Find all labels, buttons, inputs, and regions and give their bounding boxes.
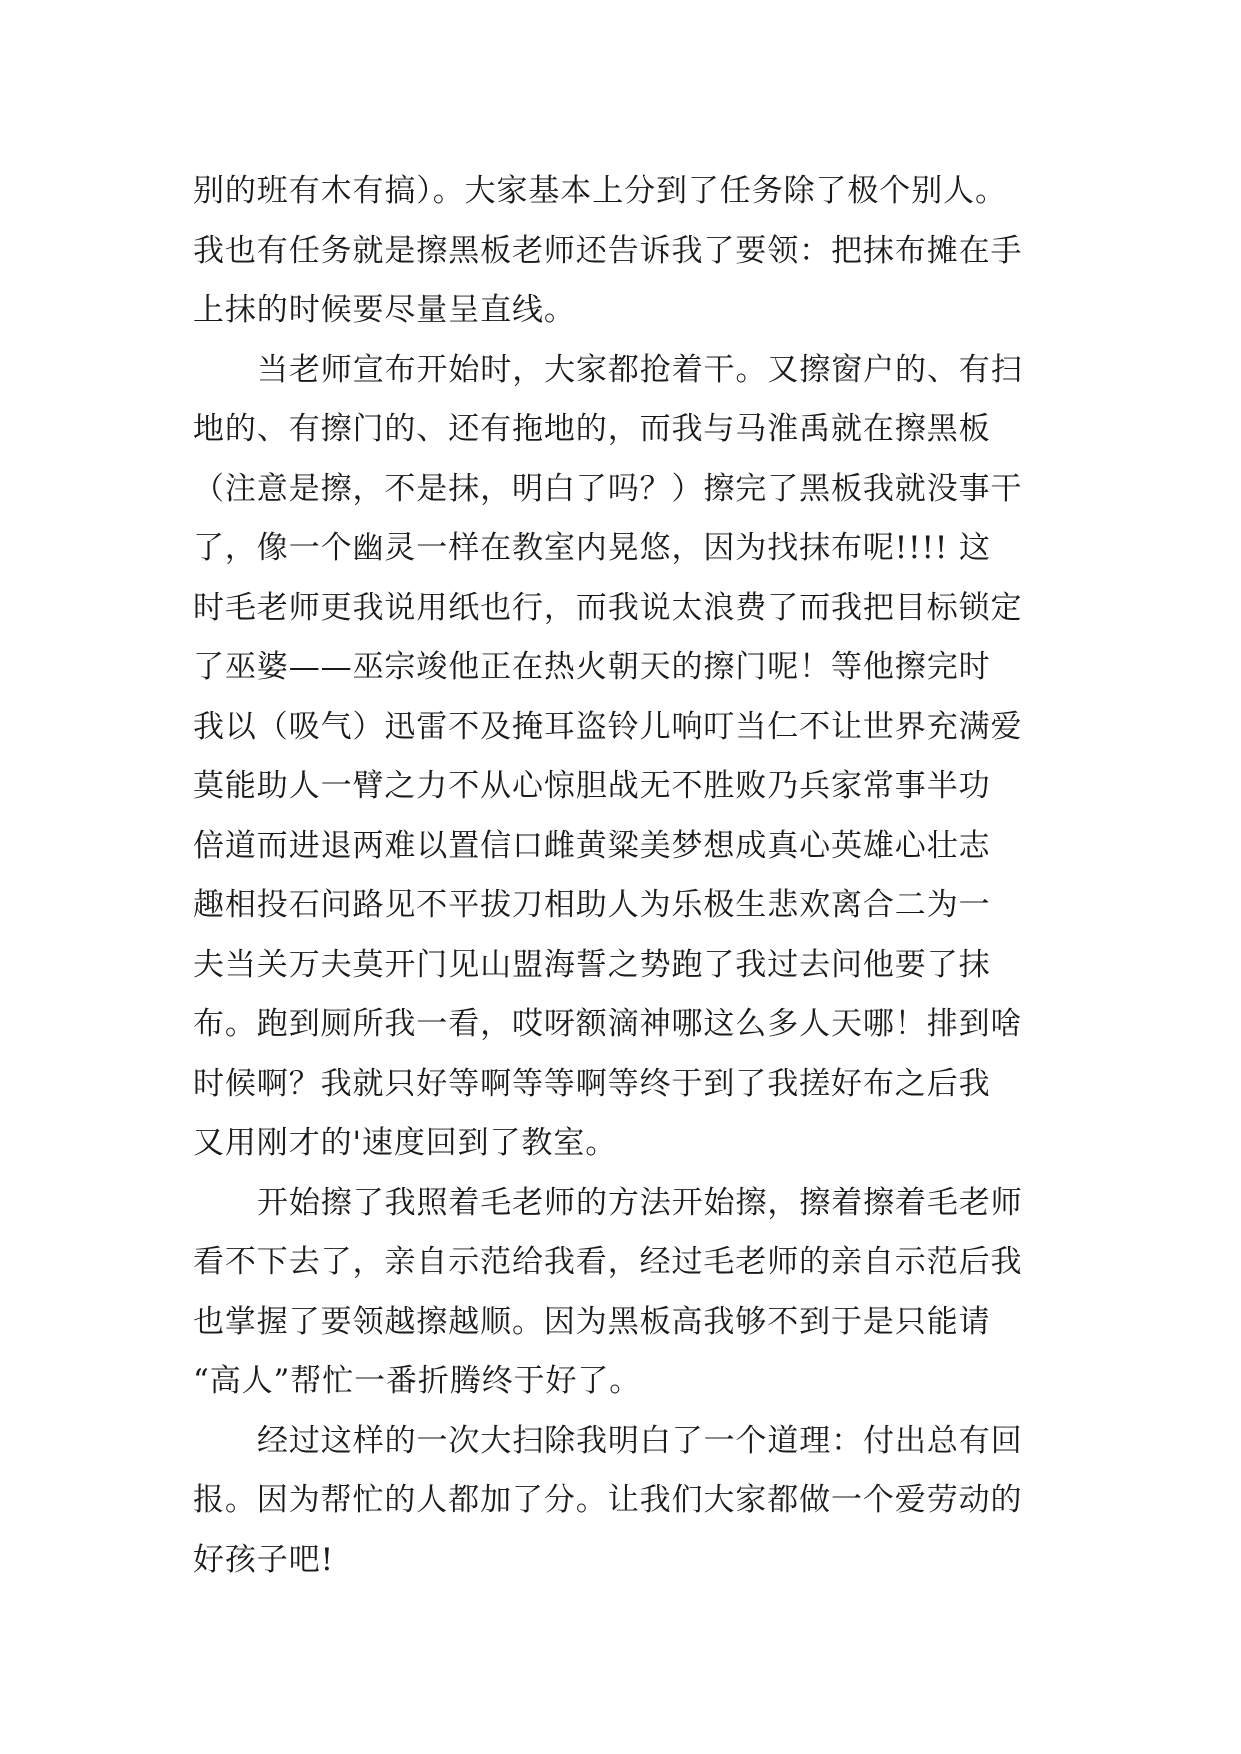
text-line: 报。因为帮忙的人都加了分。让我们大家都做一个爱劳动的 <box>193 1482 1023 1518</box>
text-line: （注意是擦，不是抹，明白了吗？）擦完了黑板我就没事干 <box>193 470 1023 507</box>
text-line: 布。跑到厕所我一看，哎呀额滴神哪这么多人天哪！排到啥 <box>193 1006 1023 1042</box>
text-line: 莫能助人一臂之力不从心惊胆战无不胜败乃兵家常事半功 <box>193 768 991 804</box>
text-line: 上抹的时候要尽量呈直线。 <box>193 292 576 328</box>
text-line: “高人”帮忙一番折腾终于好了。 <box>193 1363 642 1399</box>
text-line: 时候啊？我就只好等啊等等啊等终于到了我搓好布之后我 <box>193 1065 991 1102</box>
text-line: 了，像一个幽灵一样在教室内晃悠，因为找抹布呢!!!! 这 <box>193 530 991 566</box>
text-line: 夫当关万夫莫开门见山盟海誓之势跑了我过去问他要了抹 <box>193 946 991 983</box>
paragraph-first-line: 开始擦了我照着毛老师的方法开始擦，擦着擦着毛老师 <box>257 1184 1023 1221</box>
text-line: 好孩子吧! <box>193 1541 334 1578</box>
paragraph-first-line: 经过这样的一次大扫除我明白了一个道理：付出总有回 <box>257 1422 1023 1459</box>
text-line: 趣相投石问路见不平拔刀相助人为乐极生悲欢离合二为一 <box>193 887 991 923</box>
essay-body <box>193 162 1053 1590</box>
text-line: 别的班有木有搞）。大家基本上分到了任务除了极个别人。 <box>193 173 1007 209</box>
paragraph-first-line: 当老师宣布开始时，大家都抢着干。又擦窗户的、有扫 <box>257 351 1023 388</box>
text-line: 又用刚才的'速度回到了教室。 <box>193 1125 618 1161</box>
text-line: 地的、有擦门的、还有拖地的，而我与马淮禹就在擦黑板 <box>193 411 991 447</box>
text-line: 我也有任务就是擦黑板老师还告诉我了要领：把抹布摊在手 <box>193 232 1023 269</box>
text-line: 时毛老师更我说用纸也行，而我说太浪费了而我把目标锁定 <box>193 589 1023 626</box>
text-line: 看不下去了，亲自示范给我看，经过毛老师的亲自示范后我 <box>193 1244 1023 1280</box>
text-line: 倍道而进退两难以置信口雌黄粱美梦想成真心英雄心壮志 <box>193 827 991 864</box>
text-line: 了巫婆——巫宗竣他正在热火朝天的擦门呢！等他擦完时 <box>193 649 991 685</box>
text-line: 我以（吸气）迅雷不及掩耳盗铃儿响叮当仁不让世界充满爱 <box>193 708 1023 745</box>
text-line: 也掌握了要领越擦越顺。因为黑板高我够不到于是只能请 <box>193 1303 991 1340</box>
